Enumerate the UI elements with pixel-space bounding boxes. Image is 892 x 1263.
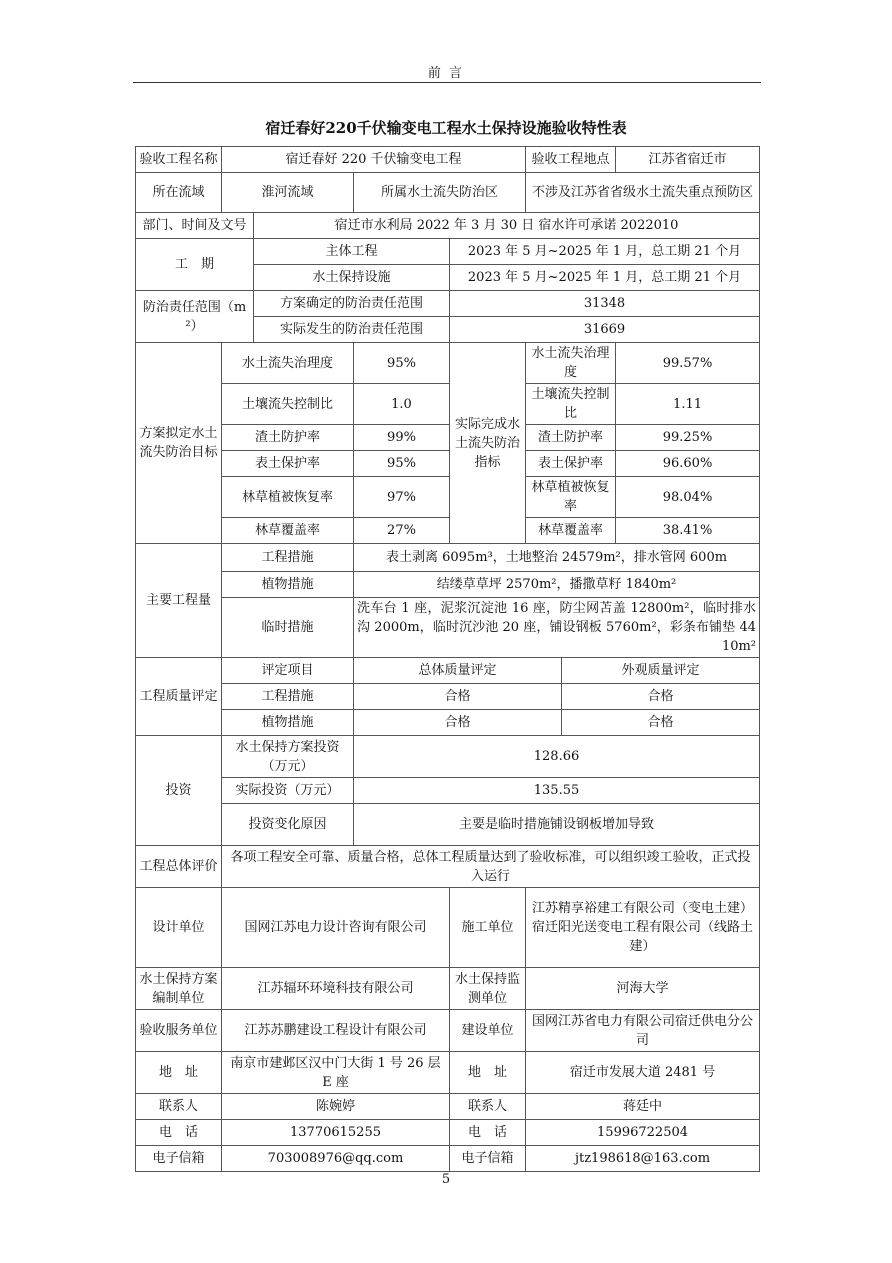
page-number: 5 — [441, 1172, 451, 1187]
phone-label-right: 电 话 — [450, 1120, 526, 1146]
quality-vegetation-appearance: 合格 — [562, 710, 760, 736]
construction-unit-2: 宿迁阳光送变电工程有限公司（线路土建） — [532, 920, 754, 954]
table-row — [136, 778, 760, 804]
evaluation-label: 工程总体评价 — [136, 846, 222, 888]
actual-investment-label: 实际投资（万元） — [222, 778, 354, 804]
evaluation-value: 各项工程安全可靠、质量合格，总体工程质量达到了验收标准，可以组织竣工验收，正式投入运行 — [222, 846, 760, 888]
temporary-label: 临时措施 — [222, 598, 354, 658]
table-row — [136, 384, 760, 425]
achieved-value: 38.41% — [616, 518, 760, 544]
investment-change-label: 投资变化原因 — [222, 804, 354, 846]
table-row — [136, 710, 760, 736]
achieved-name: 表土保护率 — [526, 451, 616, 477]
table-row — [136, 173, 760, 213]
achieved-value: 96.60% — [616, 451, 760, 477]
address-label-left: 地 址 — [136, 1052, 222, 1094]
investment-change-value: 主要是临时措施铺设钢板增加导致 — [354, 804, 760, 846]
contact-label-left: 联系人 — [136, 1094, 222, 1120]
quality-engineering-label: 工程措施 — [222, 684, 354, 710]
quality-vegetation-label: 植物措施 — [222, 710, 354, 736]
location-value: 江苏省宿迁市 — [616, 147, 760, 173]
target-name: 表土保护率 — [222, 451, 354, 477]
table-row — [136, 1094, 760, 1120]
target-planned: 1.0 — [354, 384, 450, 425]
acceptance-unit-value: 江苏苏鹏建设工程设计有限公司 — [222, 1010, 450, 1052]
plan-unit-label: 水土保持方案编制单位 — [136, 968, 222, 1010]
target-name: 林草覆盖率 — [222, 518, 354, 544]
table-row — [136, 1146, 760, 1172]
table-row — [136, 1052, 760, 1094]
vegetation-works: 结缕草草坪 2570m²，播撒草籽 1840m² — [354, 572, 760, 598]
overall-quality-label: 总体质量评定 — [354, 658, 562, 684]
targets-label: 方案拟定水土流失防治目标 — [136, 343, 222, 544]
address-value-right: 宿迁市发展大道 2481 号 — [526, 1052, 760, 1094]
quality-engineering-overall: 合格 — [354, 684, 562, 710]
target-planned: 27% — [354, 518, 450, 544]
planned-scope-value: 31348 — [450, 291, 760, 317]
acceptance-spec-table — [135, 146, 760, 1172]
prevention-zone-value: 不涉及江苏省省级水土流失重点预防区 — [526, 173, 760, 213]
quality-engineering-appearance: 合格 — [562, 684, 760, 710]
target-planned: 99% — [354, 425, 450, 451]
swc-facility-period: 2023 年 5 月~2025 年 1 月，总工期 21 个月 — [450, 265, 760, 291]
email-label-left: 电子信箱 — [136, 1146, 222, 1172]
achieved-value: 99.57% — [616, 343, 760, 384]
planned-investment-value: 128.66 — [354, 736, 760, 778]
plan-unit-value: 江苏辐环环境科技有限公司 — [222, 968, 450, 1010]
target-name: 林草植被恢复率 — [222, 477, 354, 518]
header-rule — [133, 82, 761, 83]
achieved-name: 林草覆盖率 — [526, 518, 616, 544]
builder-unit-value: 国网江苏省电力有限公司宿迁供电分公司 — [526, 1010, 760, 1052]
achieved-name: 渣土防护率 — [526, 425, 616, 451]
table-row — [136, 213, 760, 239]
actual-scope-label: 实际发生的防治责任范围 — [254, 317, 450, 343]
temporary-works: 洗车台 1 座，泥浆沉淀池 16 座，防尘网苫盖 12800m²，临时排水沟 2000m，临时沉沙池 20 座，铺设钢板 5760m²，彩条布铺垫 4410m² — [354, 598, 760, 658]
email-value-right: jtz198618@163.com — [526, 1146, 760, 1172]
design-unit-label: 设计单位 — [136, 888, 222, 968]
table-row — [136, 147, 760, 173]
monitoring-unit-value: 河海大学 — [526, 968, 760, 1010]
table-row — [136, 343, 760, 384]
appearance-quality-label: 外观质量评定 — [562, 658, 760, 684]
quality-vegetation-overall: 合格 — [354, 710, 562, 736]
project-name-label: 验收工程名称 — [136, 147, 222, 173]
table-row — [136, 572, 760, 598]
address-label-right: 地 址 — [450, 1052, 526, 1094]
achieved-value: 98.04% — [616, 477, 760, 518]
construction-unit-value — [526, 888, 760, 968]
table-row — [136, 888, 760, 968]
basin-value: 淮河流域 — [222, 173, 354, 213]
responsibility-label: 防治责任范围（m²） — [136, 291, 254, 343]
planned-investment-label: 水土保持方案投资（万元） — [222, 736, 354, 778]
table-row — [136, 1120, 760, 1146]
main-works-label: 主体工程 — [254, 239, 450, 265]
quality-item-label: 评定项目 — [222, 658, 354, 684]
table-row — [136, 684, 760, 710]
table-row — [136, 736, 760, 778]
approval-label: 部门、时间及文号 — [136, 213, 254, 239]
construction-unit-1: 江苏精享裕建工有限公司（变电土建） — [532, 901, 754, 916]
construction-unit-label: 施工单位 — [450, 888, 526, 968]
table-row — [136, 477, 760, 518]
design-unit-value: 国网江苏电力设计咨询有限公司 — [222, 888, 450, 968]
target-planned: 97% — [354, 477, 450, 518]
email-value-left: 703008976@qq.com — [222, 1146, 450, 1172]
engineering-works: 表土剥离 6095m³，土地整治 24579m²，排水管网 600m — [354, 544, 760, 572]
achieved-value: 99.25% — [616, 425, 760, 451]
email-label-right: 电子信箱 — [450, 1146, 526, 1172]
phone-value-left: 13770615255 — [222, 1120, 450, 1146]
table-row — [136, 846, 760, 888]
table-row — [136, 291, 760, 317]
actual-investment-value: 135.55 — [354, 778, 760, 804]
planned-scope-label: 方案确定的防治责任范围 — [254, 291, 450, 317]
table-row — [136, 968, 760, 1010]
target-planned: 95% — [354, 343, 450, 384]
contact-label-right: 联系人 — [450, 1094, 526, 1120]
table-row — [136, 518, 760, 544]
address-value-left: 南京市建邺区汉中门大街 1 号 26 层 E 座 — [222, 1052, 450, 1094]
monitoring-unit-label: 水土保持监测单位 — [450, 968, 526, 1010]
achieved-name: 土壤流失控制比 — [526, 384, 616, 425]
project-name-value: 宿迁春好 220 千伏输变电工程 — [222, 147, 526, 173]
main-works-period: 2023 年 5 月~2025 年 1 月，总工期 21 个月 — [450, 239, 760, 265]
table-row — [136, 544, 760, 572]
target-name: 渣土防护率 — [222, 425, 354, 451]
achieved-value: 1.11 — [616, 384, 760, 425]
contact-value-right: 蒋廷中 — [526, 1094, 760, 1120]
achieved-name: 水土流失治理度 — [526, 343, 616, 384]
target-planned: 95% — [354, 451, 450, 477]
target-name: 水土流失治理度 — [222, 343, 354, 384]
swc-facility-label: 水土保持设施 — [254, 265, 450, 291]
table-row — [136, 425, 760, 451]
table-row — [136, 239, 760, 265]
achieved-name: 林草植被恢复率 — [526, 477, 616, 518]
phone-value-right: 15996722504 — [526, 1120, 760, 1146]
target-name: 土壤流失控制比 — [222, 384, 354, 425]
prevention-zone-label: 所属水土流失防治区 — [354, 173, 526, 213]
table-row — [136, 598, 760, 658]
builder-unit-label: 建设单位 — [450, 1010, 526, 1052]
quality-label: 工程质量评定 — [136, 658, 222, 736]
basin-label: 所在流域 — [136, 173, 222, 213]
acceptance-unit-label: 验收服务单位 — [136, 1010, 222, 1052]
phone-label-left: 电 话 — [136, 1120, 222, 1146]
table-row — [136, 658, 760, 684]
table-row — [136, 804, 760, 846]
document-title: 宿迁春好220千伏输变电工程水土保持设施验收特性表 — [265, 119, 627, 137]
period-label: 工 期 — [136, 239, 254, 291]
page-header: 前 言 — [427, 66, 465, 81]
vegetation-label: 植物措施 — [222, 572, 354, 598]
approval-value: 宿迁市水利局 2022 年 3 月 30 日 宿水许可承诺 2022010 — [254, 213, 760, 239]
location-label: 验收工程地点 — [526, 147, 616, 173]
achieved-label: 实际完成水土流失防治指标 — [450, 343, 526, 544]
table-row — [136, 451, 760, 477]
actual-scope-value: 31669 — [450, 317, 760, 343]
table-row — [136, 1010, 760, 1052]
engineering-label: 工程措施 — [222, 544, 354, 572]
contact-value-left: 陈婉婷 — [222, 1094, 450, 1120]
investment-label: 投资 — [136, 736, 222, 846]
works-label: 主要工程量 — [136, 544, 222, 658]
